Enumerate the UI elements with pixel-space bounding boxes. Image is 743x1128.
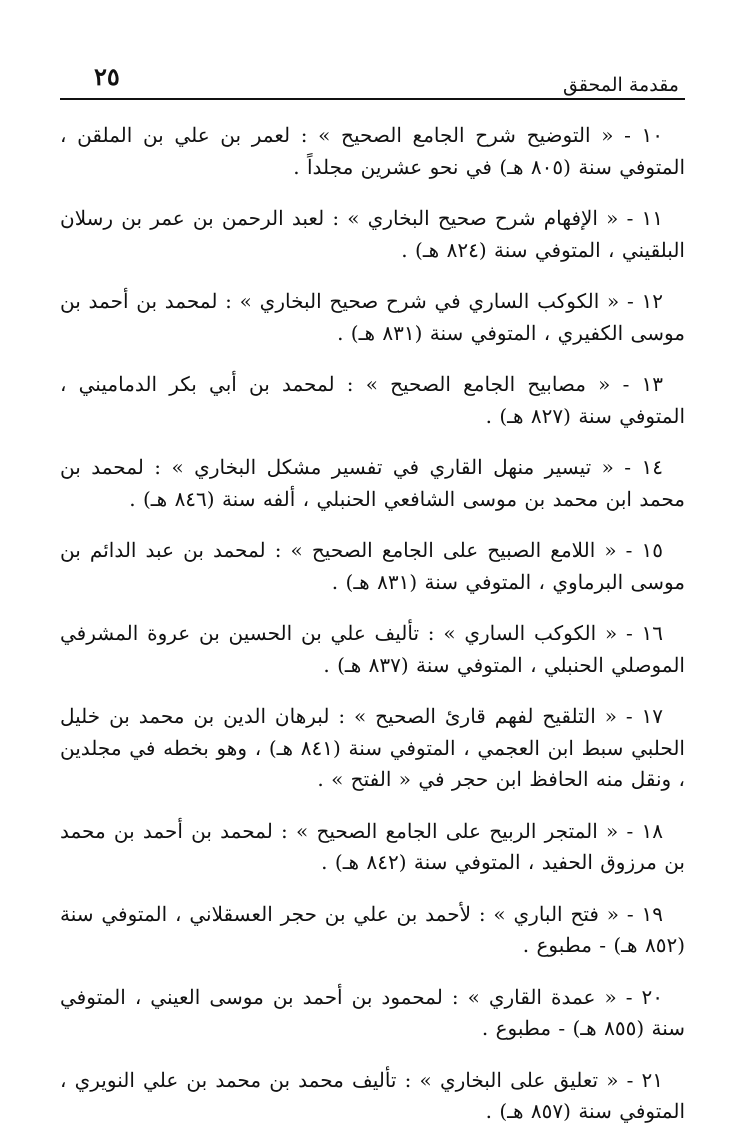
page-header xyxy=(60,58,685,100)
page-number: ٢٥ xyxy=(94,62,120,91)
list-item: ١٧ - « التلقيح لفهم قارئ الصحيح » : لبرهان الدين بن محمد بن خليل الحلبي سبط ابن العجمي ، المتوفي سنة (٨٤١ هـ) ، وهو بخطه في مجلدين ، ونقل منه الحافظ ابن حجر في « الفتح » . xyxy=(60,704,685,791)
book-page xyxy=(60,58,685,1123)
list-item: ٢١ - « تعليق على البخاري » : تأليف محمد بن محمد بن علي النويري ، المتوفي سنة (٨٥٧ هـ) . xyxy=(60,1067,685,1123)
list-item: ١٩ - « فتح الباري » : لأحمد بن علي بن حجر العسقلاني ، المتوفي سنة (٨٥٢ هـ) - مطبوع . xyxy=(60,901,685,957)
list-item: ١٣ - « مصابيح الجامع الصحيح » : لمحمد بن أبي بكر الدماميني ، المتوفي سنة (٨٢٧ هـ) . xyxy=(60,372,685,428)
entries-list xyxy=(60,120,685,1128)
list-item: ١٦ - « الكوكب الساري » : تأليف علي بن الحسين بن عروة المشرفي الموصلي الحنبلي ، المتوفي سنة (٨٣٧ هـ) . xyxy=(60,621,685,677)
running-title: مقدمة المحقق xyxy=(563,74,679,96)
list-item: ٢٠ - « عمدة القاري » : لمحمود بن أحمد بن موسى العيني ، المتوفي سنة (٨٥٥ هـ) - مطبوع . xyxy=(60,984,685,1040)
list-item: ١١ - « الإفهام شرح صحيح البخاري » : لعبد الرحمن بن عمر بن رسلان البلقيني ، المتوفي سنة (٨٢٤ هـ) . xyxy=(60,206,685,262)
list-item: ١٨ - « المتجر الربيح على الجامع الصحيح » : لمحمد بن أحمد بن محمد بن مرزوق الحفيد ، المتوفي سنة (٨٤٢ هـ) . xyxy=(60,818,685,874)
list-item: ١٢ - « الكوكب الساري في شرح صحيح البخاري » : لمحمد بن أحمد بن موسى الكفيري ، المتوفي سنة (٨٣١ هـ) . xyxy=(60,289,685,345)
list-item: ١٤ - « تيسير منهل القاري في تفسير مشكل البخاري » : لمحمد بن محمد ابن محمد بن موسى الشافعي الحنبلي ، ألفه سنة (٨٤٦ هـ) . xyxy=(60,455,685,511)
list-item: ١٥ - « اللامع الصبيح على الجامع الصحيح » : لمحمد بن عبد الدائم بن موسى البرماوي ، المتوفي سنة (٨٣١ هـ) . xyxy=(60,538,685,594)
list-item: ١٠ - « التوضيح شرح الجامع الصحيح » : لعمر بن علي بن الملقن ، المتوفي سنة (٨٠٥ هـ) في نحو عشرين مجلداً . xyxy=(60,123,685,179)
